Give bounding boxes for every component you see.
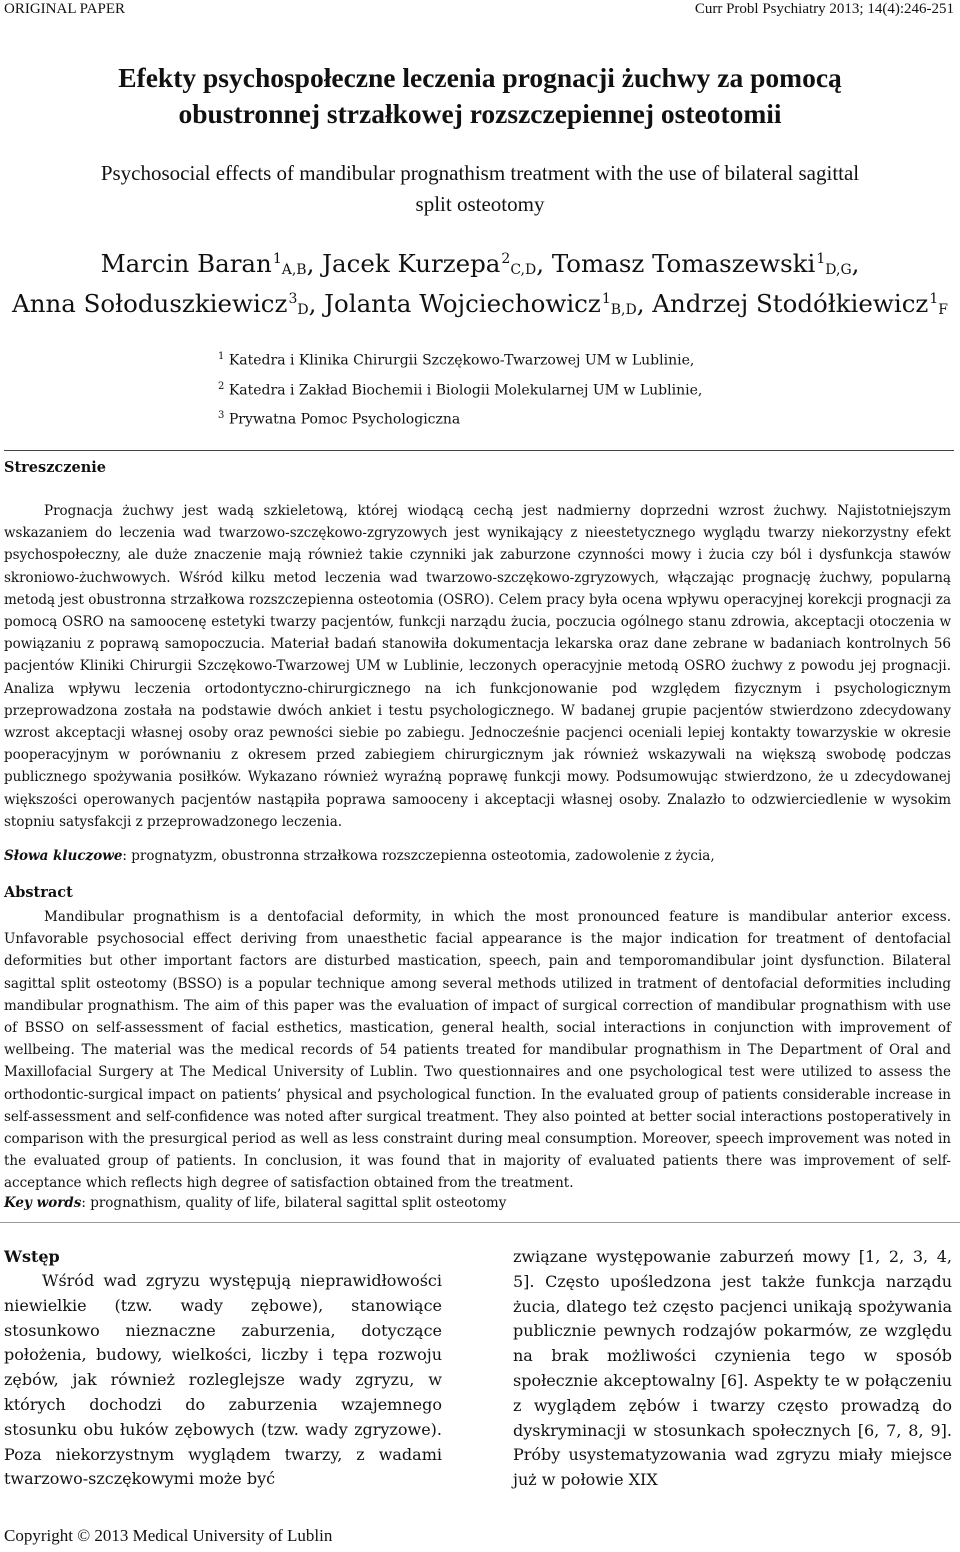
journal-citation: Curr Probl Psychiatry 2013; 14(4):246-251: [694, 1, 954, 17]
author-name: Anna Sołoduszkiewicz: [12, 289, 288, 318]
title-english: [0, 158, 960, 220]
title-polish-line-1: Efekty psychospołeczne leczenia prognacji żuchwy za pomocą: [118, 62, 842, 93]
author-affiliation: 1: [272, 250, 282, 267]
author-line-2: Anna Sołoduszkiewicz$^3_D$, Jolanta Wojciechowicz$^1_{B,D}$, Andrzej Stodółkiewicz$^1_F$: [12, 289, 948, 318]
author-affiliation: 1: [929, 290, 939, 307]
keywords-label-en: Key words: [4, 1195, 82, 1211]
abstract-heading: Abstract: [4, 884, 73, 901]
abstract-text: Mandibular prognathism is a dentofacial deformity, in which the most pronounced feature is mandibular anterior excess. Unfavorable psychosocial effect deriving from unaesthetic facial appearance is the major indication for treatment of dentofacial deformities but other important factors are disturbed mastication, speech, pain and temporomandibular joint dysfunction. Bilateral sagittal split osteotomy (BSSO) is a popular technique among several methods utilized in tratment of dentofacial deformities including mandibular prognathism. The aim of this paper was the evaluation of impact of surgical correction of mandibular prognathism with use of BSSO on self-assessment of facial esthetics, mastication, general health, social interactions in conjunction with improvement of wellbeing. The material was the medical records of 54 patients treated for mandibular prognathism in The Department of Oral and Maxillofacial Surgery at The Medical University of Lublin. Two questionnaires and one psychological test were utilized to assess the orthodontic-surgical impact on patients’ physical and psychological function. In the evaluated group of patients considerable increase in self-assessment and self-confidence was noted after surgical treatment. They also pointed at better social interactions postoperatively in comparison with the presurgical period as well as less constraint during meal consumption. Moreover, speech improvement was noted in the evaluated group of patients. In conclusion, it was found that in majority of evaluated patients there was improvement of self-acceptance which reflects high degree of satisfaction obtained from the treatment.: [4, 909, 951, 1192]
title-polish: [0, 60, 960, 132]
title-polish-line-2: obustronnej strzałkowej rozszczepiennej osteotomii: [178, 98, 782, 129]
streszczenie-heading: Streszczenie: [4, 459, 106, 476]
author-roles: A,B: [281, 262, 307, 278]
wstep-text-left: Wśród wad zgryzu występują nieprawidłowości niewielkie (tzw. wady zębowe), stanowiące stosunkowo nieznaczne zaburzenia, dotyczące położenia, budowy, wielkości, liczby i tępa rozwoju zębów, jak również rozleglejsze wady zgryzu, w których dochodzi do zaburzenia wzajemnego stosunku obu łuków zębowych (tzw. wady zgryzowe). Poza niekorzystnym wyglądem twarzy, z wadami twarzowo-szczękowymi może być: [4, 1271, 442, 1489]
author-roles: B,D: [610, 302, 637, 318]
title-english-line-2: split osteotomy: [415, 192, 545, 216]
article-type-label: ORIGINAL PAPER: [4, 1, 125, 17]
author-name: Andrzej Stodółkiewicz: [652, 289, 929, 318]
section-divider: [4, 450, 954, 451]
running-header: [0, 0, 960, 22]
wstep-text-right: związane występowanie zaburzeń mowy [1, 2, 3, 4, 5]. Często upośledzona jest także funkcja narządu żucia, dlatego też często pacjenci unikają spożywania publicznie pewnych rodzajów pokarmów, ze względu na brak możliwości czynienia tego w sposób społecznie akceptowalny [6]. Aspekty te w połączeniu z wyglądem zębów i twarzy często prowadzą do dyskryminacji w stosunkach społecznych [6, 7, 8, 9]. Próby usystematyzowania wad zgryzu miały miejsce już w połowie XIX: [513, 1247, 952, 1490]
author-name: Tomasz Tomaszewski: [551, 249, 816, 278]
keywords-text-en: : prognathism, quality of life, bilateral sagittal split osteotomy: [81, 1195, 507, 1211]
keywords-label-pl: Słowa kluczowe: [4, 848, 123, 864]
author-roles: C,D: [510, 262, 537, 278]
section-divider: [0, 1222, 960, 1223]
copyright-notice: Copyright © 2013 Medical University of Lublin: [4, 1526, 333, 1545]
author-affiliation: 1: [816, 250, 826, 267]
affiliation-item: $^3$ Prywatna Pomoc Psychologiczna: [218, 410, 461, 428]
title-english-line-1: Psychosocial effects of mandibular prognathism treatment with the use of bilateral sagittal: [100, 161, 860, 185]
author-list: [0, 244, 960, 324]
author-name: Jolanta Wojciechowicz: [324, 289, 601, 318]
author-affiliation: 3: [288, 290, 298, 307]
abstract-body: [4, 906, 951, 1195]
wstep-column-left: [4, 1269, 442, 1492]
author-line-1: Marcin Baran$^1_{A,B}$, Jacek Kurzepa$^2_{C,D}$, Tomasz Tomaszewski$^1_{D,G}$,: [100, 249, 860, 278]
streszczenie-text: Prognacja żuchwy jest wadą szkieletową, której wiodącą cechą jest nadmierny doprzedni wzrost żuchwy. Najistotniejszym wskazaniem do leczenia wad twarzowo-szczękowo-zgryzowych jest wynikający z nieestetycznego wyglądu twarzy niekorzystny efekt psychospołeczny, ale duże znaczenie mają również takie czynniki jak zaburzone czynności mowy i żucia czy ból i dysfunkcja stawów skroniowo-żuchwowych. Wśród kilku metod leczenia wad twarzowo-szczękowo-zgryzowych, włączając prognację żuchwy, popularną metodą jest obustronna strzałkowa rozszczepienna osteotomia (OSRO). Celem pracy była ocena wpływu operacyjnej korekcji prognacji za pomocą OSRO na samoocenę estetyki twarzy pacjentów, funkcji narządu żucia, poczucia ogólnego stanu zdrowia, akceptacji otoczenia w powiązaniu z poprawą samopoczucia. Materiał badań stanowiła dokumentacja lekarska oraz dane zebrane w badaniach kontrolnych 56 pacjentów Kliniki Chirurgii Szczękowo-Twarzowej UM w Lublinie, leczonych operacyjnie metodą OSRO żuchwy z powodu jej prognacji. Analiza wpływu leczenia ortodontyczno-chirurgicznego na ich funkcjonowanie pod względem fizycznym i psychologicznym przeprowadzona została na podstawie dwóch ankiet i testu psychologicznego. W badanej grupie pacjentów stwierdzono zdecydowany wzrost akceptacji własnej osoby oraz pewności siebie po zabiegu. Jednocześnie pacjenci oceniali lepiej kontakty towarzyskie w okresie pooperacyjnym w porównaniu z okresem przed zabiegiem chirurgicznym jak również wskazywali na większą swobodę podczas publicznego spożywania posiłków. Wykazano również wyraźną poprawę funkcji mowy. Podsumowując stwierdzono, że u zdecydowanej większości operowanych pacjentów nastąpiła poprawa samooceny i akceptacji własnej osoby. Znalazło to odzwierciedlenie w wysokim stopniu satysfakcji z przeprowadzonego leczenia.: [4, 503, 951, 830]
author-roles: D: [297, 302, 309, 318]
author-affiliation: 1: [601, 290, 611, 307]
affiliation-item: $^2$ Katedra i Zakład Biochemii i Biologii Molekularnej UM w Lublinie,: [218, 380, 703, 399]
author-roles: F: [938, 302, 948, 318]
abstract-keywords: [4, 1192, 951, 1214]
keywords-text-pl: : prognatyzm, obustronna strzałkowa rozszczepienna osteotomia, zadowolenie z życia,: [122, 848, 715, 864]
author-affiliation: 2: [501, 250, 511, 267]
wstep-column-right: [513, 1245, 952, 1493]
streszczenie-body: [4, 500, 951, 833]
author-name: Marcin Baran: [100, 249, 272, 278]
author-name: Jacek Kurzepa: [322, 249, 501, 278]
affiliation-item: $^1$ Katedra i Klinika Chirurgii Szczękowo-Twarzowej UM w Lublinie,: [218, 351, 695, 369]
author-roles: D,G: [825, 262, 852, 278]
wstep-heading: Wstęp: [4, 1247, 60, 1266]
affiliations: [218, 344, 702, 433]
streszczenie-keywords: [4, 845, 951, 867]
